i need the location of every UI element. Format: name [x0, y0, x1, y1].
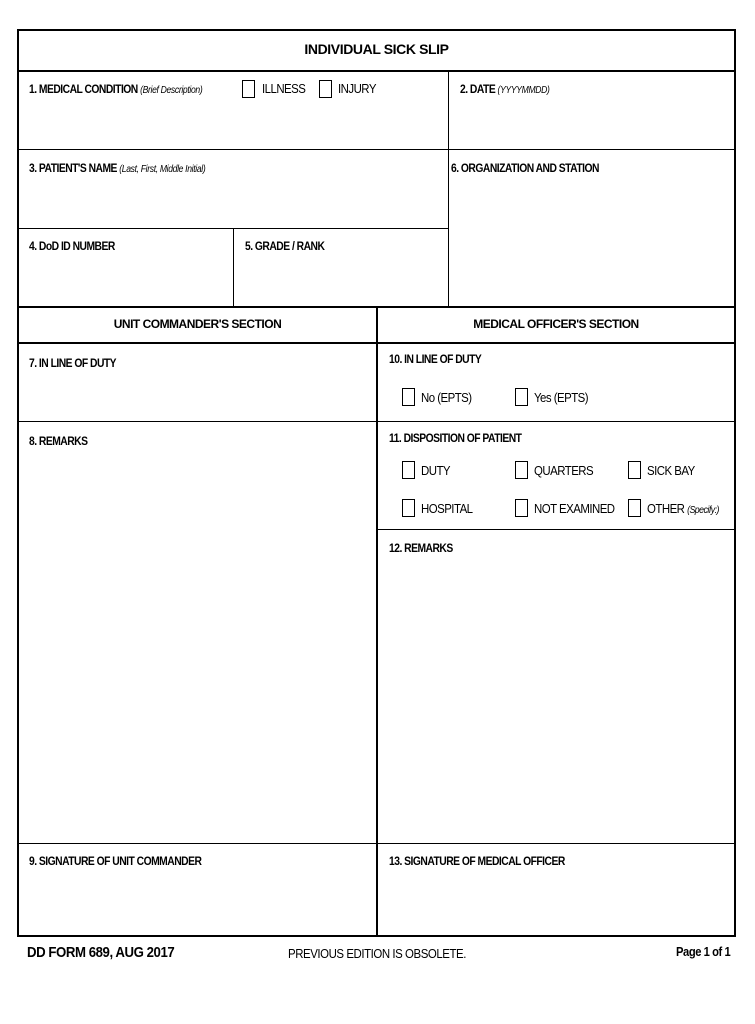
edition-note: PREVIOUS EDITION IS OBSOLETE.: [288, 946, 466, 961]
not-examined-checkbox[interactable]: [515, 499, 528, 517]
field-unit-commander-signature-label: 9. SIGNATURE OF UNIT COMMANDER: [29, 854, 202, 868]
divider: [233, 229, 234, 307]
unit-remarks-input[interactable]: [19, 452, 375, 842]
field-in-line-of-duty-label: 7. IN LINE OF DUTY: [29, 356, 117, 370]
sick-bay-label: SICK BAY: [647, 463, 695, 478]
medical-condition-input[interactable]: [19, 100, 447, 148]
divider: [448, 71, 449, 307]
field-remarks-label: 8. REMARKS: [29, 434, 88, 448]
hospital-label: HOSPITAL: [421, 501, 473, 516]
field-medical-remarks-label: 12. REMARKS: [389, 541, 453, 555]
unit-commander-signature-input[interactable]: [19, 873, 375, 935]
organization-input[interactable]: [450, 180, 734, 306]
unit-commander-section-title: UNIT COMMANDER'S SECTION: [113, 317, 282, 331]
medical-officer-section-title: MEDICAL OFFICER'S SECTION: [473, 317, 639, 331]
divider: [17, 843, 736, 844]
grade-rank-input[interactable]: [235, 258, 447, 306]
field-disposition-label: 11. DISPOSITION OF PATIENT: [389, 431, 522, 445]
injury-option-label: INJURY: [338, 81, 376, 96]
no-epts-checkbox[interactable]: [402, 388, 415, 406]
quarters-checkbox[interactable]: [515, 461, 528, 479]
divider: [377, 529, 736, 530]
field-patient-name-label: 3. PATIENT'S NAME (Last, First, Middle Initial): [29, 161, 206, 175]
medical-officer-signature-input[interactable]: [379, 873, 734, 935]
illness-option-label: ILLNESS: [262, 81, 306, 96]
duty-checkbox[interactable]: [402, 461, 415, 479]
no-epts-label: No (EPTS): [421, 390, 472, 405]
field-medical-line-of-duty-label: 10. IN LINE OF DUTY: [389, 352, 482, 366]
yes-epts-label: Yes (EPTS): [534, 390, 589, 405]
quarters-label: QUARTERS: [534, 463, 594, 478]
dod-id-input[interactable]: [19, 258, 232, 306]
form-id: DD FORM 689, AUG 2017: [27, 944, 175, 961]
other-label: OTHER (Specify:): [647, 501, 719, 516]
divider: [17, 342, 736, 344]
field-organization-label: 6. ORGANIZATION AND STATION: [451, 161, 599, 175]
patient-name-input[interactable]: [19, 180, 447, 227]
duty-label: DUTY: [421, 463, 451, 478]
not-examined-label: NOT EXAMINED: [534, 501, 615, 516]
field-dod-id-label: 4. DoD ID NUMBER: [29, 239, 115, 253]
date-input[interactable]: [450, 100, 734, 148]
injury-checkbox[interactable]: [319, 80, 332, 98]
divider: [17, 70, 736, 72]
divider: [17, 149, 736, 150]
other-checkbox[interactable]: [628, 499, 641, 517]
divider: [17, 421, 377, 422]
field-grade-rank-label: 5. GRADE / RANK: [245, 239, 325, 253]
sick-bay-checkbox[interactable]: [628, 461, 641, 479]
hospital-checkbox[interactable]: [402, 499, 415, 517]
yes-epts-checkbox[interactable]: [515, 388, 528, 406]
field-date-label: 2. DATE (YYYYMMDD): [460, 82, 550, 96]
field-medical-condition-label: 1. MEDICAL CONDITION (Brief Description): [29, 82, 203, 96]
medical-remarks-input[interactable]: [379, 560, 734, 842]
illness-checkbox[interactable]: [242, 80, 255, 98]
field-medical-officer-signature-label: 13. SIGNATURE OF MEDICAL OFFICER: [389, 854, 565, 868]
divider: [377, 421, 736, 422]
in-line-of-duty-input[interactable]: [19, 374, 375, 420]
form-title: INDIVIDUAL SICK SLIP: [304, 41, 449, 57]
page-number: Page 1 of 1: [676, 944, 731, 959]
